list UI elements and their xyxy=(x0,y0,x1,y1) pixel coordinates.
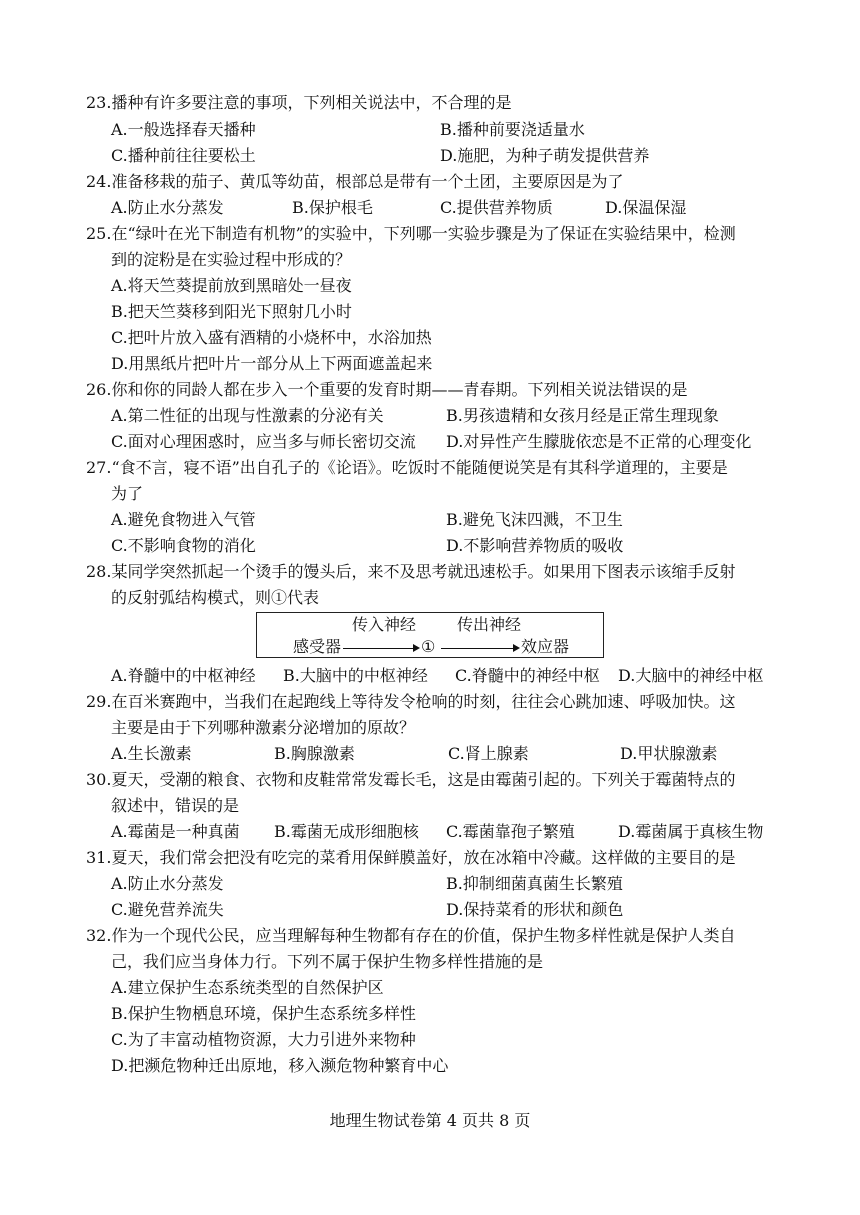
question-31-option-d: D.保持菜肴的形状和颜色 xyxy=(446,900,624,919)
question-26-option-c: C.面对心理困惑时，应当多与师长密切交流 xyxy=(111,432,416,451)
question-26-stem: 26.你和你的同龄人都在步入一个重要的发育时期——青春期。下列相关说法错误的是 xyxy=(86,380,688,399)
question-29-option-a: A.生长激素 xyxy=(111,744,192,763)
question-31-option-b: B.抑制细菌真菌生长繁殖 xyxy=(446,874,623,893)
question-30-option-c: C.霉菌靠孢子繁殖 xyxy=(446,822,575,841)
question-31-option-c: C.避免营养流失 xyxy=(111,900,224,919)
question-25-stem-line1: 25.在“绿叶在光下制造有机物”的实验中，下列哪一实验步骤是为了保证在实验结果中，检测 xyxy=(86,224,736,243)
question-25-option-b: B.把天竺葵移到阳光下照射几小时 xyxy=(111,302,352,321)
question-25-stem-line2: 到的淀粉是在实验过程中形成的？ xyxy=(111,250,352,269)
question-28-option-b: B.大脑中的中枢神经 xyxy=(283,666,428,685)
question-26-option-a: A.第二性征的出现与性激素的分泌有关 xyxy=(111,406,384,425)
question-28-option-d: D.大脑中的神经中枢 xyxy=(618,666,764,685)
receptor-label: 感受器 xyxy=(293,637,342,656)
question-24-stem: 24.准备移栽的茄子、黄瓜等幼苗，根部总是带有一个土团，主要原因是为了 xyxy=(86,172,624,191)
afferent-nerve-label: 传入神经 xyxy=(352,615,417,634)
question-28-stem-line1: 28.某同学突然抓起一个烫手的馒头后，来不及思考就迅速松手。如果用下图表示该缩手反射 xyxy=(86,562,736,581)
question-23-option-b: B.播种前要浇适量水 xyxy=(440,120,585,139)
question-27-option-c: C.不影响食物的消化 xyxy=(111,536,256,555)
question-23-option-c: C.播种前往往要松土 xyxy=(111,146,256,165)
question-27-stem-line1: 27.“食不言，寝不语”出自孔子的《论语》。吃饭时不能随便说笑是有其科学道理的，主要是 xyxy=(86,458,728,477)
arrow-head-2 xyxy=(513,644,520,652)
question-28-stem-line2: 的反射弧结构模式，则①代表 xyxy=(111,588,320,607)
question-28-option-c: C.脊髓中的神经中枢 xyxy=(455,666,600,685)
question-32-option-b: B.保护生物栖息环境，保护生态系统多样性 xyxy=(111,1004,416,1023)
question-26-option-d: D.对异性产生朦胧依恋是不正常的心理变化 xyxy=(446,432,752,451)
question-32-option-c: C.为了丰富动植物资源，大力引进外来物种 xyxy=(111,1030,416,1049)
question-32-stem-line1: 32.作为一个现代公民，应当理解每种生物都有存在的价值，保护生物多样性就是保护人类自 xyxy=(86,926,736,945)
question-27-option-b: B.避免飞沫四溅，不卫生 xyxy=(446,510,623,529)
page-footer: 地理生物试卷第 4 页共 8 页 xyxy=(329,1111,531,1130)
question-31-option-a: A.防止水分蒸发 xyxy=(111,874,224,893)
effector-label: 效应器 xyxy=(521,637,570,656)
question-23-option-a: A.一般选择春天播种 xyxy=(111,120,256,139)
question-30-option-b: B.霉菌无成形细胞核 xyxy=(274,822,419,841)
question-29-option-d: D.甲状腺激素 xyxy=(620,744,718,763)
nerve-center-label: ① xyxy=(421,637,436,656)
question-32-option-d: D.把濒危物种迁出原地，移入濒危物种繁育中心 xyxy=(111,1056,449,1075)
question-29-stem-line1: 29.在百米赛跑中，当我们在起跑线上等待发令枪响的时刻，往往会心跳加速、呼吸加快。这 xyxy=(86,692,736,711)
question-24-option-b: B.保护根毛 xyxy=(292,198,373,217)
question-29-stem-line2: 主要是由于下列哪种激素分泌增加的原故？ xyxy=(111,718,416,737)
question-24-option-c: C.提供营养物质 xyxy=(440,198,553,217)
question-29-option-b: B.胸腺激素 xyxy=(274,744,355,763)
question-29-option-c: C.肾上腺素 xyxy=(448,744,529,763)
question-25-option-a: A.将天竺葵提前放到黑暗处一昼夜 xyxy=(111,276,352,295)
reflex-arc-diagram xyxy=(256,612,604,658)
question-24-option-a: A.防止水分蒸发 xyxy=(111,198,224,217)
question-30-option-a: A.霉菌是一种真菌 xyxy=(111,822,240,841)
question-32-stem-line2: 己，我们应当身体力行。下列不属于保护生物多样性措施的是 xyxy=(111,952,544,971)
question-30-option-d: D.霉菌属于真核生物 xyxy=(618,822,764,841)
question-25-option-d: D.用黑纸片把叶片一部分从上下两面遮盖起来 xyxy=(111,354,433,373)
efferent-nerve-label: 传出神经 xyxy=(457,615,522,634)
question-24-option-d: D.保温保湿 xyxy=(605,198,687,217)
arrow-head-1 xyxy=(413,644,420,652)
question-31-stem: 31.夏天，我们常会把没有吃完的菜肴用保鲜膜盖好，放在冰箱中冷藏。这样做的主要目的是 xyxy=(86,848,736,867)
question-23-option-d: D.施肥，为种子萌发提供营养 xyxy=(440,146,650,165)
question-30-stem-line2: 叙述中，错误的是 xyxy=(111,796,240,815)
question-25-option-c: C.把叶片放入盛有酒精的小烧杯中，水浴加热 xyxy=(111,328,432,347)
question-32-option-a: A.建立保护生态系统类型的自然保护区 xyxy=(111,978,384,997)
question-23-stem: 23.播种有许多要注意的事项，下列相关说法中，不合理的是 xyxy=(86,93,512,112)
question-27-option-d: D.不影响营养物质的吸收 xyxy=(446,536,624,555)
question-30-stem-line1: 30.夏天，受潮的粮食、衣物和皮鞋常常发霉长毛，这是由霉菌引起的。下列关于霉菌特点的 xyxy=(86,770,736,789)
question-27-option-a: A.避免食物进入气管 xyxy=(111,510,256,529)
question-26-option-b: B.男孩遗精和女孩月经是正常生理现象 xyxy=(446,406,719,425)
question-28-option-a: A.脊髓中的中枢神经 xyxy=(111,666,256,685)
arrow-line-2 xyxy=(441,648,513,649)
arrow-line-1 xyxy=(343,648,413,649)
question-27-stem-line2: 为了 xyxy=(111,484,144,503)
